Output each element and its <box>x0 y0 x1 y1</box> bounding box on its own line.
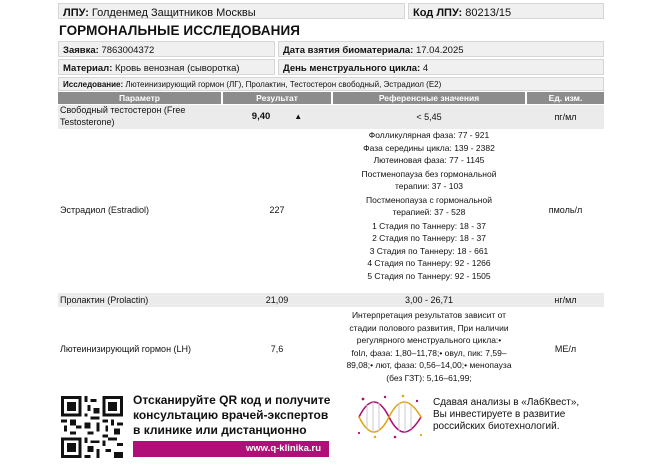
ref-line: 2 Стадия по Таннеру: 18 - 37 <box>372 233 486 243</box>
ref-line: Постменопауза с гормональной <box>366 194 492 205</box>
row2-ref <box>333 128 525 292</box>
material-label: Материал: <box>63 63 113 74</box>
order-box <box>58 41 275 57</box>
material-value: Кровь венозная (сыворотка) <box>115 63 240 74</box>
ref-line: 3 Стадия по Таннеру: 18 - 661 <box>369 245 489 256</box>
promo-line: Отсканируйте QR код и получите <box>133 393 331 407</box>
dna-logo-icon <box>355 393 425 441</box>
row1-result <box>223 105 331 129</box>
promo-line: в клинике или дистанционно <box>133 423 307 437</box>
col-header-param: Параметр <box>58 92 221 104</box>
ref-line: 1 Стадия по Таннеру: 18 - 37 <box>372 220 486 231</box>
lab-line: Сдавая анализы в «ЛабКвест», <box>433 397 580 408</box>
ref-line: 5 Стадия по Таннеру: 92 - 1505 <box>367 270 491 281</box>
cycle-box <box>278 59 604 75</box>
row3-param: Пролактин (Prolactin) <box>60 295 149 305</box>
col-header-ref: Референсные значения <box>333 92 525 104</box>
lab-line: Вы инвестируете в развитие <box>433 409 566 420</box>
clinic-url-link[interactable]: www.q-klinika.ru <box>133 441 329 457</box>
row1-result-value: 9,40 <box>251 111 271 122</box>
date-label: Дата взятия биоматериала: <box>283 45 414 56</box>
row2-unit: пмоль/л <box>548 205 583 215</box>
ref-line: 4 Стадия по Таннеру: 92 - 1266 <box>367 258 491 268</box>
row1-ref: < 5,45 <box>416 112 442 122</box>
lpu-code-label: Код ЛПУ: <box>413 7 463 19</box>
material-box <box>58 59 275 75</box>
lab-line: российских биотехнологий. <box>433 421 560 432</box>
ref-line: Интерпретация результатов зависит от <box>351 310 507 320</box>
row2-param: Эстрадиол (Estradiol) <box>60 205 149 215</box>
row3-unit: нг/мл <box>554 295 577 305</box>
col-header-result: Результат <box>223 92 331 104</box>
ref-line: Фолликулярная фаза: 77 - 921 <box>368 130 490 140</box>
cycle-value: 4 <box>422 63 429 74</box>
ref-line: (без ГЗТ): 5,16–61,99; <box>386 372 472 383</box>
row1-param: Свободный тестостерон (Free Testosterone) <box>60 105 186 127</box>
promo-text <box>133 393 333 438</box>
ref-line: стадии полового развития, При наличии <box>349 322 509 333</box>
row3-result: 21,09 <box>265 295 289 305</box>
up-arrow-icon: ▲ <box>294 112 303 121</box>
row4-unit: МЕ/л <box>554 344 577 354</box>
row4-param: Лютеинизирующий гормон (LH) <box>60 344 192 354</box>
lpu-label: ЛПУ: <box>63 7 89 19</box>
cycle-label: День менструального цикла: <box>283 63 421 74</box>
row3-ref: 3,00 - 26,71 <box>404 295 454 305</box>
section-title: ГОРМОНАЛЬНЫЕ ИССЛЕДОВАНИЯ <box>59 23 301 38</box>
ref-line: терапии: 37 - 103 <box>395 181 463 191</box>
study-value: Лютеинизирующий гормон (ЛГ), Пролактин, Тестостерон свободный, Эстрадиол (E2) <box>125 80 442 89</box>
col-header-unit: Ед. изм. <box>527 92 604 104</box>
ref-line: Постменопауза без гормональной <box>361 168 497 179</box>
study-box <box>58 77 604 91</box>
row2-result: 227 <box>269 205 285 215</box>
row1-unit: пг/мл <box>554 112 577 122</box>
date-value: 17.04.2025 <box>415 45 464 56</box>
lpu-code-value: 80213/15 <box>465 7 512 19</box>
ref-line: Лютеиновая фаза: 77 - 1145 <box>373 155 485 165</box>
ref-line: терапией: 37 - 528 <box>392 207 466 217</box>
ref-line: folл, фаза: 1,80–11,78;• овул, пик: 7,59– <box>351 347 507 358</box>
qr-code-icon[interactable] <box>61 396 123 458</box>
date-box <box>278 41 604 57</box>
promo-line: консультацию врачей-экспертов <box>133 408 329 422</box>
order-value: 7863004372 <box>101 45 155 56</box>
lab-slogan <box>433 397 603 433</box>
ref-line: Фаза середины цикла: 139 - 2382 <box>363 142 495 153</box>
ref-line: регулярного менструального цикла:• <box>356 335 502 345</box>
study-label: Исследование: <box>63 80 124 89</box>
row4-ref <box>333 308 525 390</box>
row4-result: 7,6 <box>270 344 284 354</box>
lpu-box <box>58 3 405 19</box>
lpu-code-box <box>408 3 604 19</box>
order-label: Заявка: <box>63 45 99 56</box>
lpu-value: Голденмед Защитников Москвы <box>91 7 256 19</box>
ref-line: 89,08;• лют, фаза: 0,56–14,00;• менопауза <box>346 360 512 370</box>
